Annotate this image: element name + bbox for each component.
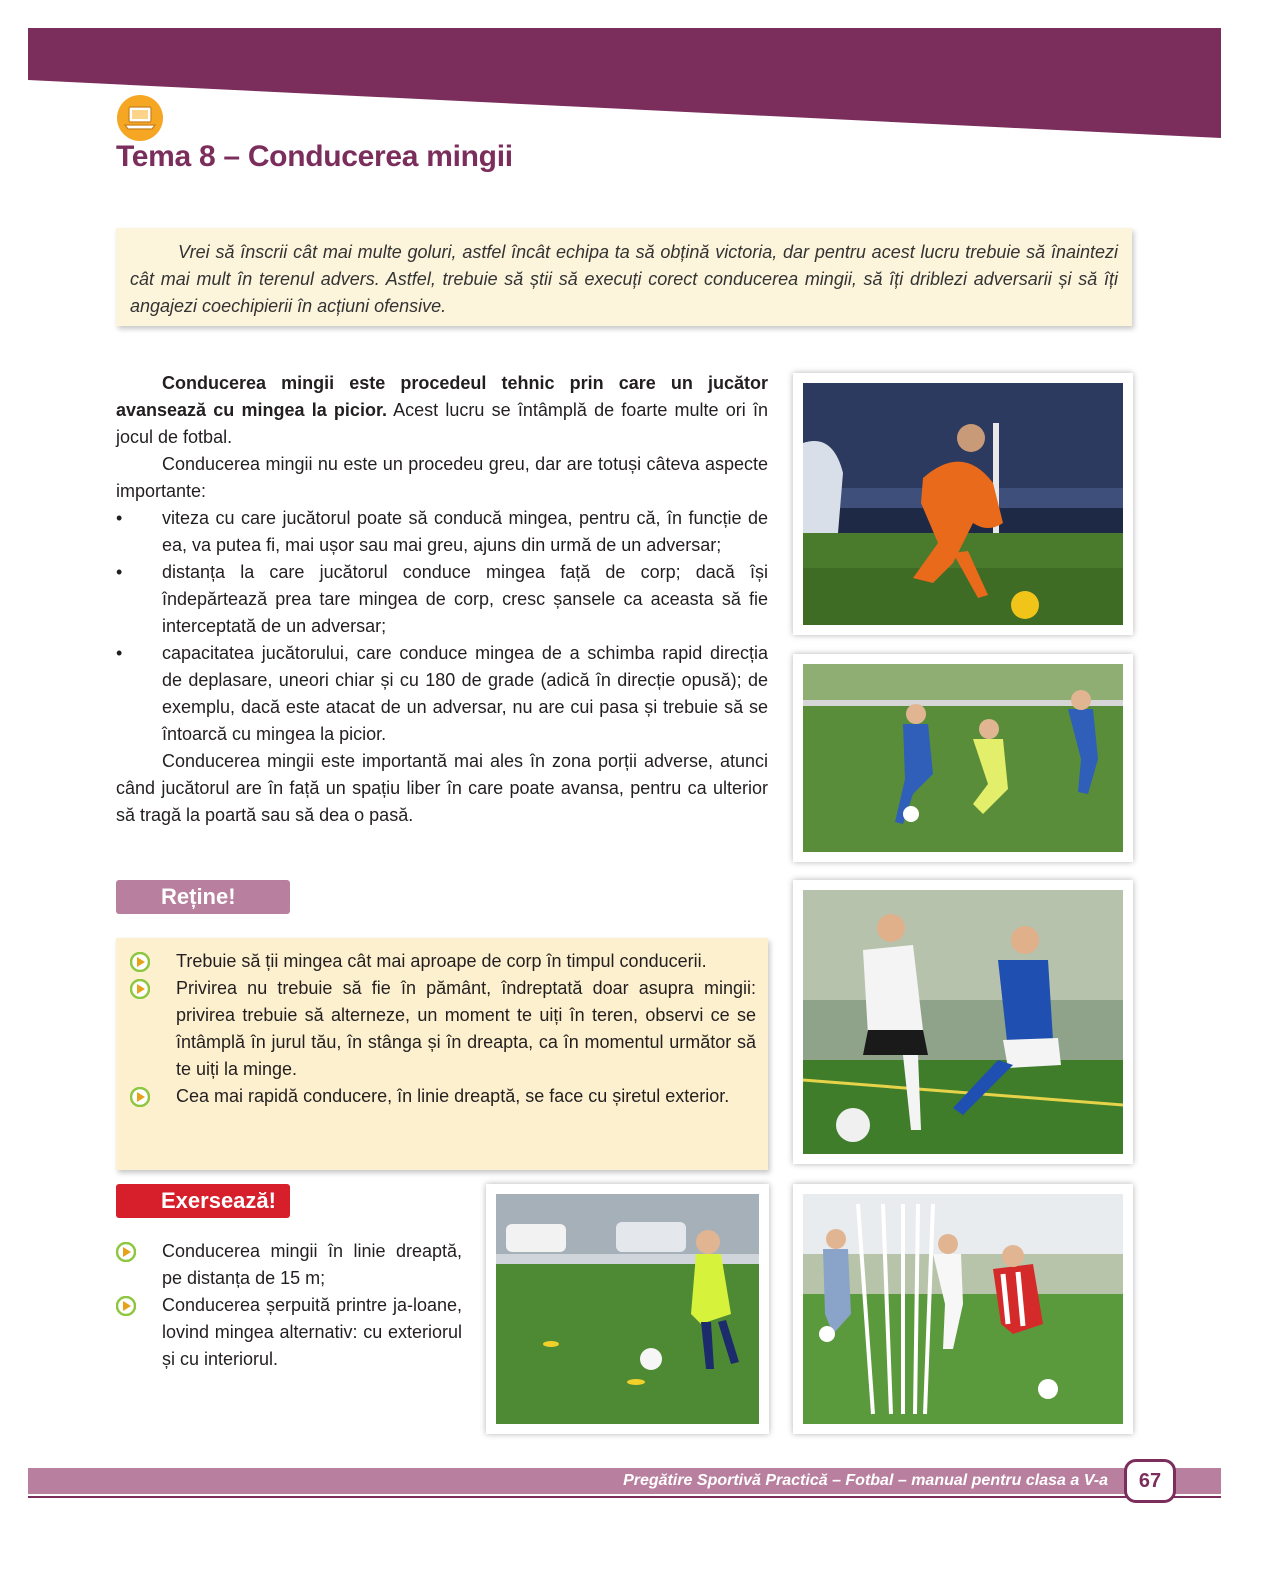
footer-text: Pregătire Sportivă Practică – Fotbal – manual pentru clasa a V-a <box>623 1472 1108 1489</box>
photo-slalom-poles <box>793 1184 1133 1434</box>
photo-image <box>803 383 1123 625</box>
intro-box <box>116 228 1132 326</box>
photo-girls-playing <box>793 880 1133 1164</box>
paragraph-definition <box>116 370 768 451</box>
exerseaza-label: Exersează! <box>116 1184 290 1218</box>
retine-box <box>116 938 768 1170</box>
photo-image <box>496 1194 759 1424</box>
play-triangle-icon <box>116 1242 136 1262</box>
retine-list <box>130 948 756 1110</box>
photo-kids-playing <box>793 654 1133 862</box>
list-item-text: distanța la care jucătorul conduce mingea față de corp; dacă își îndepărtează prea tare mingea de corp, cresc șansele ca aceasta să fie interceptată de un adversar; <box>162 562 768 636</box>
bullet-icon: • <box>116 643 123 663</box>
list-item <box>116 1238 462 1292</box>
paragraph-importance: Conducerea mingii este importantă mai ales în zona porții adverse, atunci când jucătorul are în față un spațiu liber în care poate avansa, pentru ca ulterior să tragă la poartă sau să dea o pasă. <box>116 751 768 825</box>
list-item <box>116 505 768 559</box>
list-item-text: Trebuie să ții mingea cât mai aproape de corp în timpul conducerii. <box>176 951 707 971</box>
photo-image <box>803 890 1123 1154</box>
retine-label: Reține! <box>116 880 290 914</box>
chapter-title: Tema 8 – Conducerea mingii <box>116 140 513 173</box>
definition-rest: Acest lucru se întâmplă de foarte multe ori în jocul de fotbal. <box>116 400 768 447</box>
list-item <box>130 1083 756 1110</box>
list-item-text: Privirea nu trebuie să fie în pământ, îndreptată doar asupra mingii: privirea trebuie să alterneze, un moment te uiți în teren, observi ce se întâmplă în jurul tău, în stânga și în dreapta, ca în momentul următor să te uiți la minge. <box>176 978 756 1079</box>
list-item <box>116 1292 462 1373</box>
definition-bold: Conducerea mingii este procedeul tehnic prin care un jucător avansează cu mingea la picior. <box>116 373 768 420</box>
list-item-text: Cea mai rapidă conducere, în linie dreaptă, se face cu șiretul exterior. <box>176 1086 730 1106</box>
main-text <box>116 370 768 829</box>
photo-image <box>803 1194 1123 1424</box>
intro-text: Vrei să înscrii cât mai multe goluri, astfel încât echipa ta să obțină victoria, dar pentru acest lucru trebuie să înaintezi cât mai mult în terenul advers. Astfel, trebuie să știi să execuți corect conducerea mingii, să îți driblezi adversarii și să îți angajezi coechipierii în acțiuni ofensive. <box>130 242 1118 316</box>
footer-line <box>28 1496 1221 1498</box>
play-triangle-icon <box>116 1296 136 1316</box>
page-number: 67 <box>1124 1459 1176 1503</box>
photo-pro-player-dribbling <box>793 373 1133 635</box>
list-item <box>116 559 768 640</box>
play-triangle-icon <box>130 979 150 999</box>
header-band <box>0 0 1270 150</box>
paragraph-aspects: Conducerea mingii nu este un procedeu greu, dar are totuși câteva aspecte importante: <box>116 454 768 501</box>
list-item <box>130 948 756 975</box>
list-item-text: Conducerea șerpuită printre ja-loane, lovind mingea alternativ: cu exteriorul și cu interiorul. <box>162 1295 462 1369</box>
laptop-icon <box>116 94 164 142</box>
list-item-text: capacitatea jucătorului, care conduce mingea de a schimba rapid direcția de deplasare, uneori chiar și cu 180 de grade (adică în direcție opusă); de exemplu, dacă este atacat de un adversar, nu are cui pasa și trebuie să se întoarcă cu mingea la picior. <box>162 643 768 744</box>
list-item-text: viteza cu care jucătorul poate să conducă mingea, pentru că, în funcție de ea, va putea fi, mai ușor sau mai greu, ajuns din urmă de un adversar; <box>162 508 768 555</box>
play-triangle-icon <box>130 952 150 972</box>
list-item-text: Conducerea mingii în linie dreaptă, pe distanța de 15 m; <box>162 1241 462 1288</box>
bullet-icon: • <box>116 562 123 582</box>
list-item <box>116 640 768 748</box>
bullet-icon: • <box>116 508 123 528</box>
play-triangle-icon <box>130 1087 150 1107</box>
photo-boy-cones <box>486 1184 769 1434</box>
list-item <box>130 975 756 1083</box>
aspects-list <box>116 505 768 748</box>
exercise-list <box>116 1238 462 1373</box>
photo-image <box>803 664 1123 852</box>
